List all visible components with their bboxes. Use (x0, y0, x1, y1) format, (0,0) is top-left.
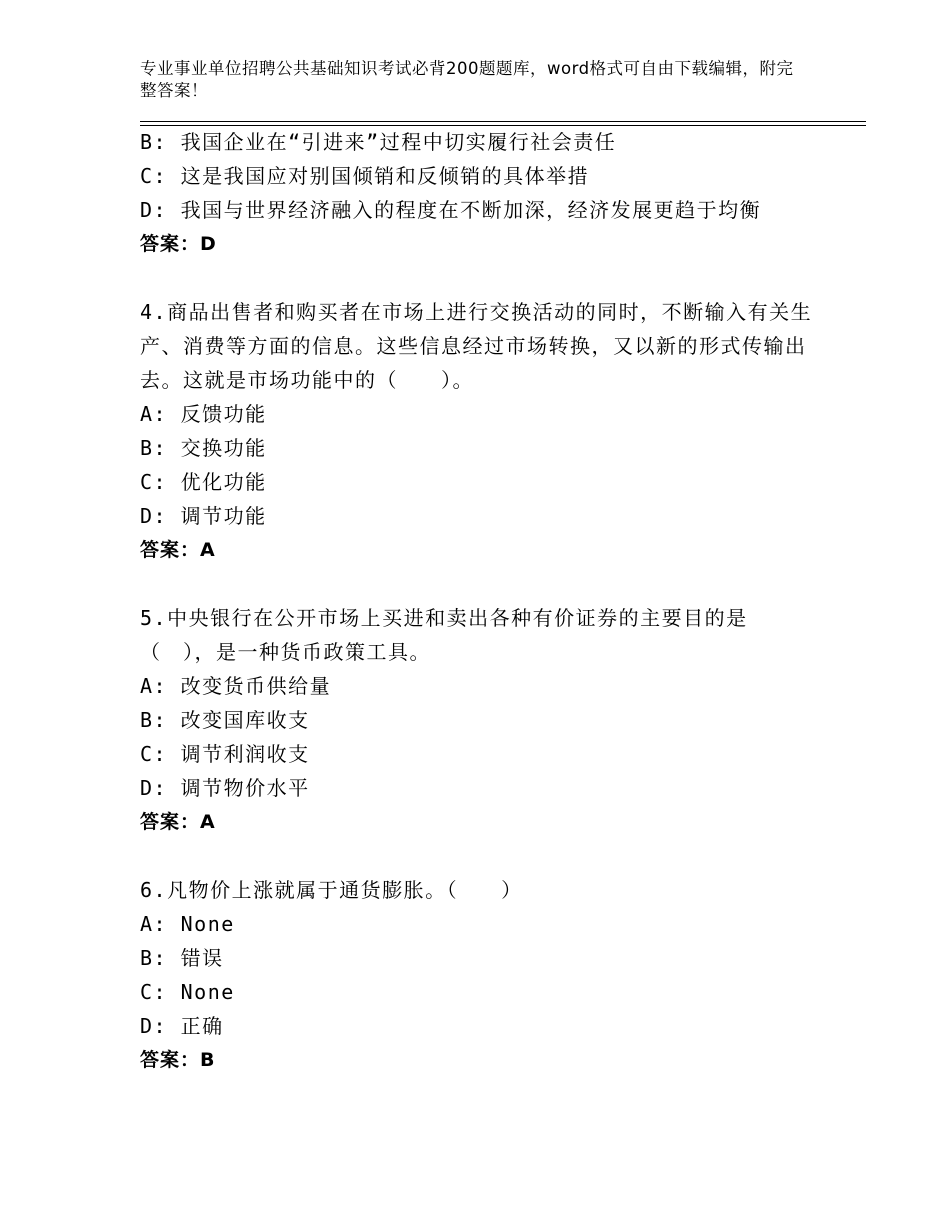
option-a: A: 反馈功能 (140, 402, 267, 426)
option-c: C: 优化功能 (140, 470, 267, 494)
header-rule-top (140, 121, 866, 122)
question-text: 6.凡物价上涨就属于通货膨胀。（ ） (140, 878, 523, 902)
option-b: B: 交换功能 (140, 436, 267, 460)
option-d: D: 调节功能 (140, 504, 267, 528)
spacer (140, 567, 820, 601)
option-d: D: 调节物价水平 (140, 776, 310, 800)
option-a: A: None (140, 912, 235, 936)
spacer (140, 839, 820, 873)
option-d: D: 我国与世界经济融入的程度在不断加深，经济发展更趋于均衡 (140, 198, 762, 222)
answer-label: 答案：A (140, 811, 216, 833)
document-content (140, 125, 820, 1077)
continued-question (140, 125, 820, 261)
question-4 (140, 295, 820, 567)
option-b: B: 我国企业在“引进来”过程中切实履行社会责任 (140, 130, 617, 154)
option-c: C: 调节利润收支 (140, 742, 310, 766)
option-c: C: None (140, 980, 235, 1004)
question-text: 4.商品出售者和购买者在市场上进行交换活动的同时，不断输入有关生产、消费等方面的信息。这些信息经过市场转换，又以新的形式传输出去。这就是市场功能中的（ ）。 (140, 300, 813, 392)
document-header: 专业事业单位招聘公共基础知识考试必背200题题库，word格式可自由下载编辑，附完整答案！ (140, 59, 794, 100)
question-5 (140, 601, 820, 839)
question-6 (140, 873, 820, 1077)
question-text: 5.中央银行在公开市场上买进和卖出各种有价证券的主要目的是（ ），是一种货币政策工具。 (140, 606, 748, 664)
answer-label: 答案：B (140, 1049, 216, 1071)
option-a: A: 改变货币供给量 (140, 674, 332, 698)
option-b: B: 错误 (140, 946, 224, 970)
answer-label: 答案：A (140, 539, 216, 561)
option-b: B: 改变国库收支 (140, 708, 310, 732)
option-c: C: 这是我国应对别国倾销和反倾销的具体举措 (140, 164, 590, 188)
spacer (140, 261, 820, 295)
answer-label: 答案：D (140, 233, 217, 255)
option-d: D: 正确 (140, 1014, 224, 1038)
